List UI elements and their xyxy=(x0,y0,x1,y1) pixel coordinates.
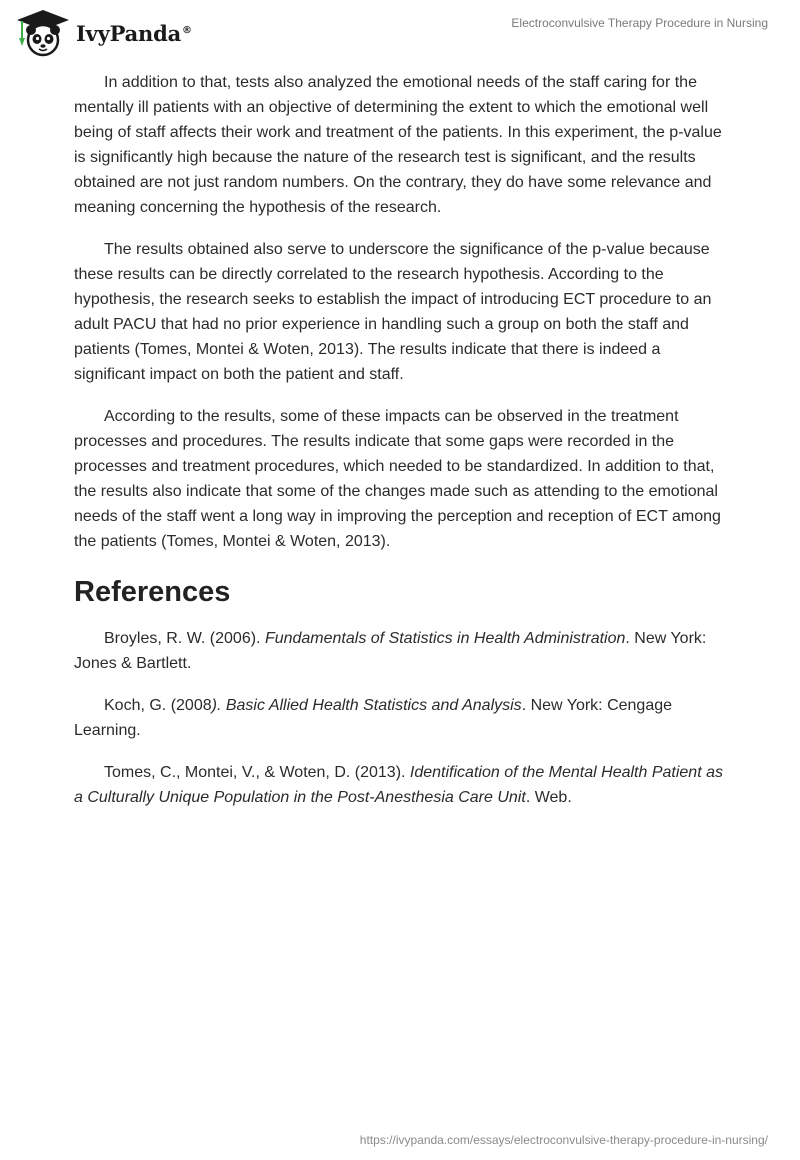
reference-1-authors: Broyles, R. W. (2006). xyxy=(104,630,265,647)
reference-2-title: ). Basic Allied Health Statistics and Analysis xyxy=(211,697,522,714)
document-title: Electroconvulsive Therapy Procedure in Nursing xyxy=(511,16,768,30)
reference-3-title: Identification of the Mental Health Patient as a Culturally Unique Population in the Post-Anesthesia Care Unit xyxy=(74,764,723,806)
reference-1-publisher: . New York: Jones & Bartlett. xyxy=(74,630,707,672)
reference-2-authors: Koch, G. (2008 xyxy=(104,697,212,714)
reference-3-publisher: . Web. xyxy=(525,789,572,806)
registered-mark: ® xyxy=(182,24,192,36)
logo[interactable] xyxy=(14,8,192,58)
reference-3-authors: Tomes, C., Montei, V., & Woten, D. (2013). xyxy=(104,764,410,781)
body-paragraph-3: According to the results, some of these impacts can be observed in the treatment processes and procedures. The results indicate that some gaps were recorded in the processes and treatment procedures, which needed to be standardized. In addition to that, the results also indicate that some of the changes made such as attending to the emotional needs of the staff went a long way in improving the perception and reception of ECT among the patients (Tomes, Montei & Woten, 2013). xyxy=(74,408,721,550)
reference-item-2 xyxy=(74,693,734,743)
reference-1-title: Fundamentals of Statistics in Health Administration xyxy=(264,630,626,647)
reference-item-1 xyxy=(74,626,734,676)
references-heading: References xyxy=(74,576,231,608)
reference-2-publisher: . New York: Cengage Learning. xyxy=(74,697,673,739)
essay-content xyxy=(74,70,734,827)
logo-wordmark: IvyPanda xyxy=(76,20,182,46)
reference-item-3 xyxy=(74,760,734,810)
body-paragraph-1: In addition to that, tests also analyzed the emotional needs of the staff caring for the mentally ill patients with an objective of determining the extent to which the emotional well being of staff affects their work and treatment of the patients. In this experiment, the p-value is significantly high because the nature of the research test is significant, and the results obtained are not just random numbers. On the contrary, they do have some relevance and meaning concerning the hypothesis of the research. xyxy=(74,74,722,216)
panda-graduate-icon xyxy=(14,8,72,58)
source-url[interactable]: https://ivypanda.com/essays/electroconvulsive-therapy-procedure-in-nursing/ xyxy=(359,1133,768,1147)
logo-text xyxy=(76,21,192,46)
page-header xyxy=(0,0,800,64)
body-paragraph-2: The results obtained also serve to underscore the significance of the p-value because these results can be directly correlated to the research hypothesis. According to the hypothesis, the research seeks to establish the impact of introducing ECT procedure to an adult PACU that had no prior experience in handling such a group on both the staff and patients (Tomes, Montei & Woten, 2013). The results indicate that there is indeed a significant impact on both the patient and staff. xyxy=(74,241,712,383)
